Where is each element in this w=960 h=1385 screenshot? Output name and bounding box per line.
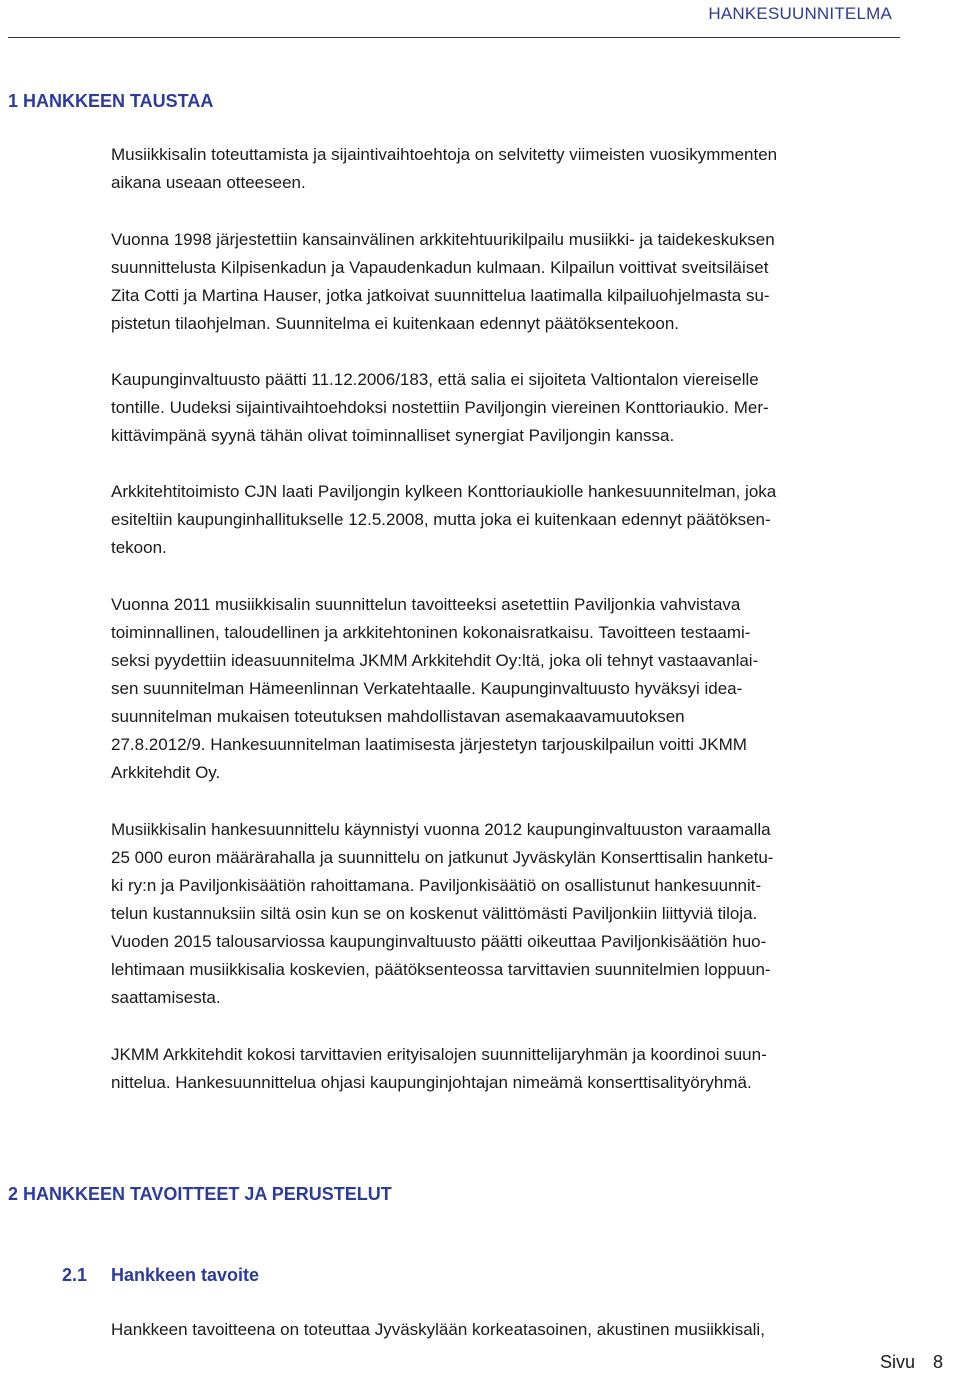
paragraph-1 (111, 141, 901, 197)
paragraph-line: Vuonna 1998 järjestettiin kansainvälinen arkkitehtuurikilpailu musiikki- ja taidekeskuksen (111, 230, 775, 249)
paragraph-8 (111, 1316, 901, 1344)
paragraph-line: telun kustannuksiin siltä osin kun se on koskenut välittömästi Paviljonkiin liittyviä tiloja. (111, 904, 758, 923)
paragraph-line: Musiikkisalin hankesuunnittelu käynnistyi vuonna 2012 kaupunginvaltuuston varaamalla (111, 820, 771, 839)
paragraph-line: aikana useaan otteeseen. (111, 173, 306, 192)
paragraph-line: Musiikkisalin toteuttamista ja sijaintivaihtoehtoja on selvitetty viimeisten vuosikymmenten (111, 145, 778, 164)
paragraph-line: seksi pyydettiin ideasuunnitelma JKMM Arkkitehdit Oy:ltä, joka oli tehnyt vastaavanlai- (111, 651, 759, 670)
paragraph-line: 27.8.2012/9. Hankesuunnitelman laatimisesta järjestetyn tarjouskilpailun voitti JKMM (111, 735, 747, 754)
paragraph-line: JKMM Arkkitehdit kokosi tarvittavien erityisalojen suunnittelijaryhmän ja koordinoi suun- (111, 1045, 767, 1064)
paragraph-3 (111, 366, 901, 450)
paragraph-line: suunnitelman mukaisen toteutuksen mahdollistavan asemakaavamuutoksen (111, 707, 685, 726)
subsection-title: Hankkeen tavoite (111, 1265, 260, 1285)
paragraph-line: pistetun tilaohjelman. Suunnitelma ei kuitenkaan edennyt päätöksentekoon. (111, 314, 679, 333)
paragraph-line: Arkkitehdit Oy. (111, 763, 221, 782)
paragraph-7 (111, 1041, 901, 1097)
subsection-number: 2.1 (62, 1265, 88, 1285)
subsection-2-1-heading (62, 1265, 259, 1286)
page-footer (880, 1352, 943, 1373)
header-divider (8, 37, 900, 38)
paragraph-line: Zita Cotti ja Martina Hauser, jotka jatkoivat suunnittelua laatimalla kilpailuohjelmasta su- (111, 286, 770, 305)
paragraph-5 (111, 591, 901, 787)
paragraph-line: tekoon. (111, 538, 167, 557)
paragraph-line: Hankkeen tavoitteena on toteuttaa Jyväskylään korkeatasoinen, akustinen musiikkisali, (111, 1320, 765, 1339)
paragraph-line: ki ry:n ja Paviljonkisäätiön rahoittamana. Paviljonkisäätiö on osallistunut hankesuunnit- (111, 876, 762, 895)
page-label: Sivu (880, 1352, 916, 1372)
paragraph-line: Arkkitehtitoimisto CJN laati Paviljongin kylkeen Konttoriaukiolle hankesuunnitelman, joka (111, 482, 777, 501)
paragraph-2 (111, 226, 901, 338)
paragraph-line: Vuoden 2015 talousarviossa kaupunginvaltuusto päätti oikeuttaa Paviljonkisäätiön huo- (111, 932, 767, 951)
paragraph-4 (111, 478, 901, 562)
section-1-heading: 1 HANKKEEN TAUSTAA (8, 91, 214, 111)
paragraph-line: esiteltiin kaupunginhallitukselle 12.5.2008, mutta joka ei kuitenkaan edennyt päätöksen- (111, 510, 771, 529)
paragraph-line: 25 000 euron määrärahalla ja suunnittelu on jatkunut Jyväskylän Konserttisalin hanketu- (111, 848, 774, 867)
paragraph-line: toiminnallinen, taloudellinen ja arkkitehtoninen kokonaisratkaisu. Tavoitteen testaami- (111, 623, 751, 642)
paragraph-line: Vuonna 2011 musiikkisalin suunnittelun tavoitteeksi asetettiin Paviljonkia vahvistava (111, 595, 741, 614)
paragraph-line: nittelua. Hankesuunnittelua ohjasi kaupunginjohtajan nimeämä konserttisalityöryhmä. (111, 1073, 752, 1092)
section-2-heading: 2 HANKKEEN TAVOITTEET JA PERUSTELUT (8, 1184, 392, 1204)
document-header-title: HANKESUUNNITELMA (708, 4, 892, 23)
paragraph-line: kittävimpänä syynä tähän olivat toiminnalliset synergiat Paviljongin kanssa. (111, 426, 675, 445)
paragraph-line: sen suunnitelman Hämeenlinnan Verkatehtaalle. Kaupunginvaltuusto hyväksyi idea- (111, 679, 743, 698)
paragraph-line: suunnittelusta Kilpisenkadun ja Vapaudenkadun kulmaan. Kilpailun voittivat sveitsiläiset (111, 258, 769, 277)
paragraph-line: saattamisesta. (111, 988, 221, 1007)
page-number: 8 (933, 1352, 944, 1372)
paragraph-line: tontille. Uudeksi sijaintivaihtoehdoksi nostettiin Paviljongin viereinen Konttoriaukio. Mer- (111, 398, 769, 417)
paragraph-6 (111, 816, 901, 1012)
paragraph-line: Kaupunginvaltuusto päätti 11.12.2006/183, että salia ei sijoiteta Valtiontalon viereiselle (111, 370, 759, 389)
paragraph-line: lehtimaan musiikkisalia koskevien, päätöksenteossa tarvittavien suunnitelmien loppuun- (111, 960, 771, 979)
